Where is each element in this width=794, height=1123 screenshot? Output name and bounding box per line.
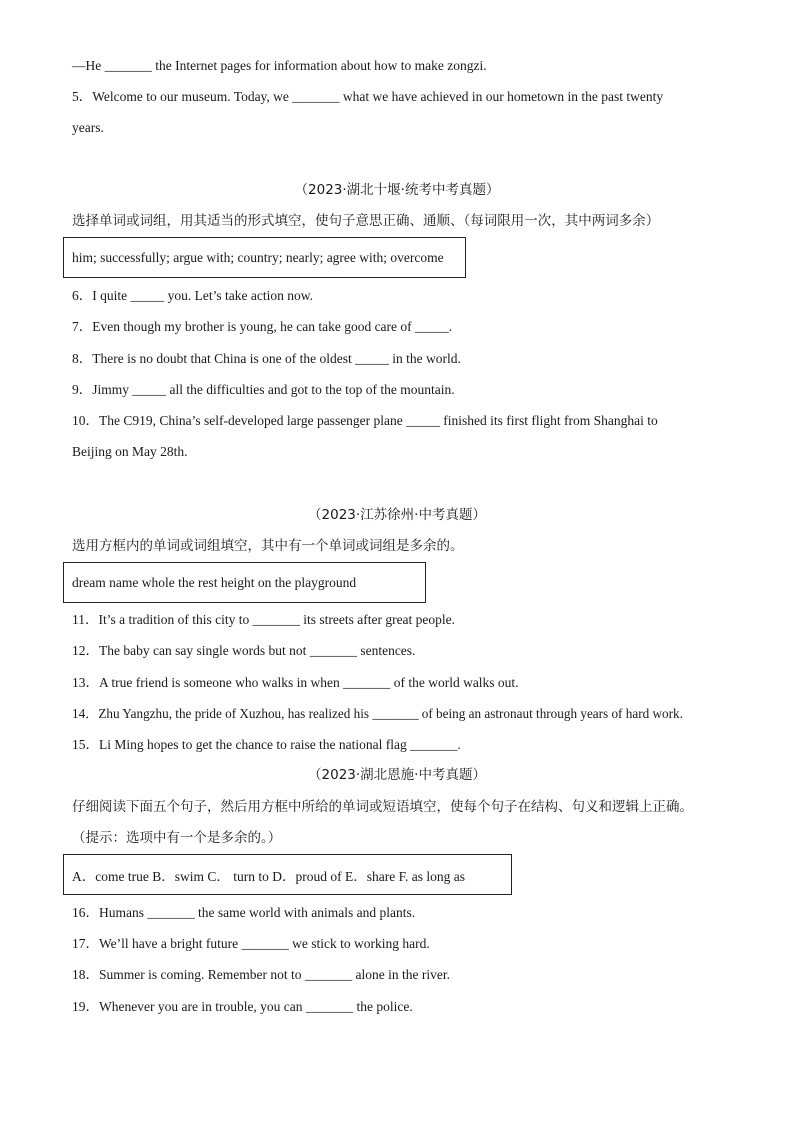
- question-11: 11．It’s a tradition of this city to _______ its streets after great people.: [72, 612, 456, 627]
- section-3-instruction: 仔细阅读下面五个句子，然后用方框中所给的单词或短语填空，使每个句子在结构、句义和逻辑上正确。: [72, 799, 693, 815]
- question-8: 8．There is no doubt that China is one of the oldest _____ in the world.: [72, 351, 461, 366]
- question-6: 6．I quite _____ you. Let’s take action now.: [72, 288, 313, 303]
- section-1-instruction: 选择单词或词组，用其适当的形式填空，使句子意思正确、通顺、（每词限用一次，其中两词多余）: [72, 213, 660, 229]
- question-10-line-2: Beijing on May 28th.: [72, 444, 188, 459]
- question-16: 16．Humans _______ the same world with animals and plants.: [72, 905, 416, 920]
- question-17: 17．We’ll have a bright future _______ we stick to working hard.: [72, 936, 430, 951]
- question-7: 7．Even though my brother is young, he can take good care of _____.: [72, 319, 453, 334]
- question-4-answer-line: —He _______ the Internet pages for information about how to make zongzi.: [72, 58, 487, 73]
- section-3-option-box: A．come true B．swim C． turn to D．proud of E．share F. as long as: [63, 854, 512, 895]
- section-1-title: （2023·湖北十堰·统考中考真题）: [294, 182, 500, 198]
- question-5-line-1: 5．Welcome to our museum. Today, we _______ what we have achieved in our hometown in the past twenty: [72, 89, 664, 104]
- question-12: 12．The baby can say single words but not _______ sentences.: [72, 643, 416, 658]
- question-19: 19．Whenever you are in trouble, you can _______ the police.: [72, 999, 413, 1014]
- question-15: 15．Li Ming hopes to get the chance to raise the national flag _______.: [72, 737, 461, 752]
- question-18: 18．Summer is coming. Remember not to _______ alone in the river.: [72, 967, 450, 982]
- question-14: 14．Zhu Yangzhu, the pride of Xuzhou, has realized his _______ of being an astronaut through years of hard work.: [72, 706, 683, 721]
- section-2-instruction: 选用方框内的单词或词组填空，其中有一个单词或词组是多余的。: [72, 538, 464, 554]
- section-3-hint: （提示：选项中有一个是多余的。）: [72, 830, 282, 846]
- question-10-line-1: 10．The C919, China’s self-developed large passenger plane _____ finished its first flight from Shanghai to: [72, 413, 658, 428]
- section-3-title: （2023·湖北恩施·中考真题）: [308, 767, 486, 783]
- question-13: 13．A true friend is someone who walks in when _______ of the world walks out.: [72, 675, 519, 690]
- section-2-title: （2023·江苏徐州·中考真题）: [308, 507, 486, 523]
- section-1-word-box: him; successfully; argue with; country; nearly; agree with; overcome: [63, 237, 466, 278]
- question-5-line-2: years.: [72, 120, 104, 135]
- question-9: 9．Jimmy _____ all the difficulties and got to the top of the mountain.: [72, 382, 455, 397]
- section-2-word-box: dream name whole the rest height on the playground: [63, 562, 426, 603]
